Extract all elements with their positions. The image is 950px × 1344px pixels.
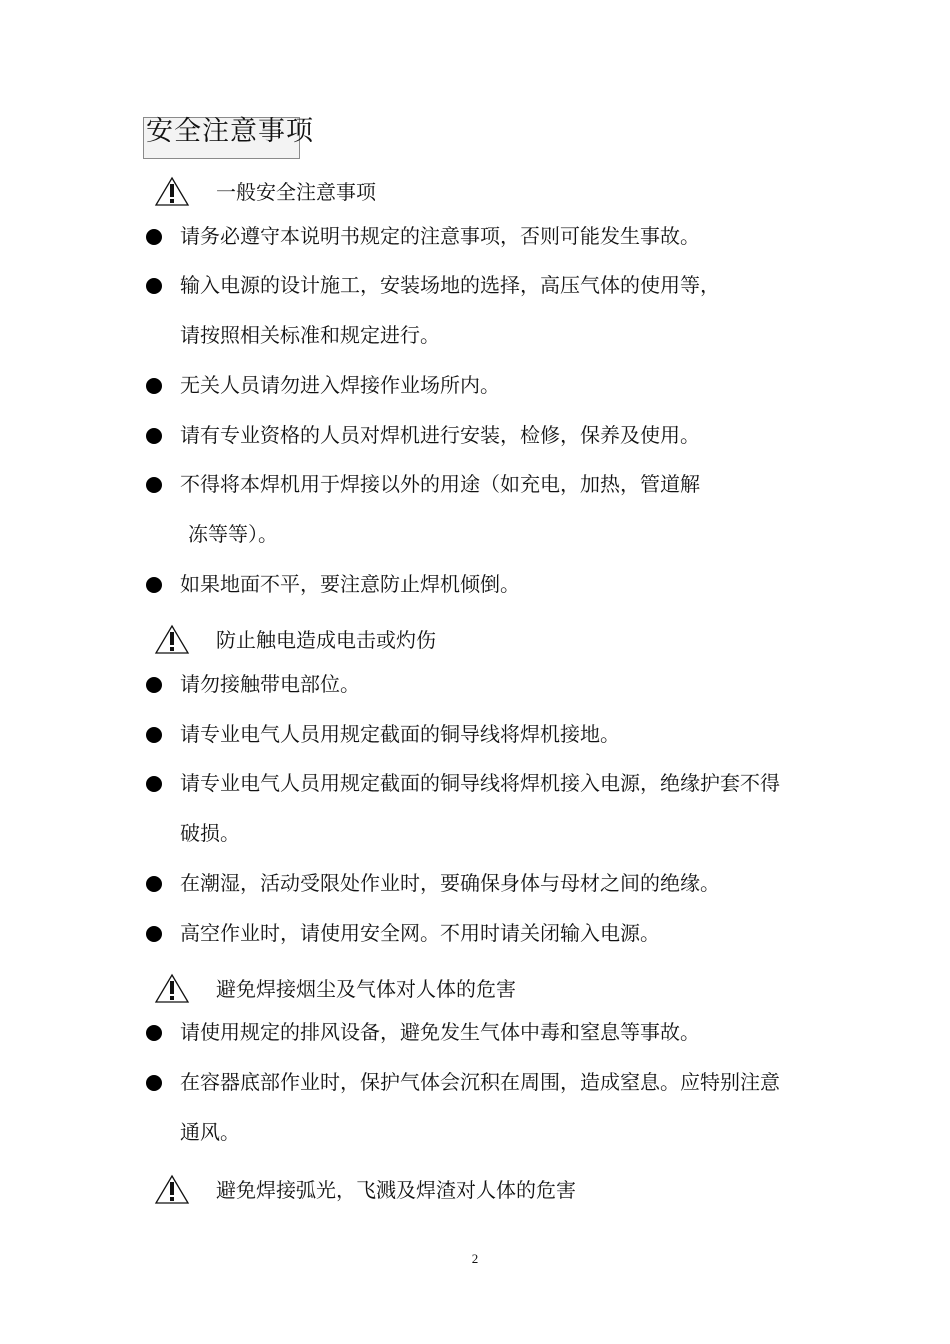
section-heading-text: 避免焊接弧光，飞溅及焊渣对人体的危害: [216, 1178, 576, 1202]
bullet-icon: [146, 1075, 162, 1091]
bullet-icon: [146, 876, 162, 892]
list-item-text-continued: 通风。: [180, 1120, 240, 1144]
list-item-text: 请使用规定的排风设备，避免发生气体中毒和窒息等事故。: [180, 1020, 700, 1044]
warning-icon: [154, 1174, 190, 1206]
section-heading-text: 避免焊接烟尘及气体对人体的危害: [216, 977, 516, 1001]
list-item-text: 请务必遵守本说明书规定的注意事项，否则可能发生事故。: [180, 224, 700, 248]
bullet-icon: [146, 677, 162, 693]
warning-icon: [154, 973, 190, 1005]
list-item-text: 高空作业时，请使用安全网。不用时请关闭输入电源。: [180, 921, 660, 945]
list-item-text: 如果地面不平，要注意防止焊机倾倒。: [180, 572, 520, 596]
warning-icon: [154, 176, 190, 208]
list-item-text-continued: 请按照相关标准和规定进行。: [180, 323, 440, 347]
bullet-icon: [146, 577, 162, 593]
section-heading-text: 一般安全注意事项: [216, 180, 376, 204]
page-number: 2: [471, 1251, 479, 1266]
list-item-text-continued: 冻等等）。: [188, 522, 278, 546]
list-item-text: 请勿接触带电部位。: [180, 672, 360, 696]
list-item-text: 输入电源的设计施工，安装场地的选择，高压气体的使用等，: [180, 273, 720, 297]
bullet-icon: [146, 477, 162, 493]
bullet-icon: [146, 229, 162, 245]
bullet-icon: [146, 776, 162, 792]
bullet-icon: [146, 1025, 162, 1041]
warning-icon: [154, 624, 190, 656]
list-item-text: 在潮湿，活动受限处作业时，要确保身体与母材之间的绝缘。: [180, 871, 720, 895]
list-item-text: 无关人员请勿进入焊接作业场所内。: [180, 373, 500, 397]
section-heading-text: 防止触电造成电击或灼伤: [216, 628, 436, 652]
bullet-icon: [146, 926, 162, 942]
list-item-text: 请专业电气人员用规定截面的铜导线将焊机接地。: [180, 722, 620, 746]
list-item-text: 请专业电气人员用规定截面的铜导线将焊机接入电源，绝缘护套不得: [180, 771, 780, 795]
list-item-text: 不得将本焊机用于焊接以外的用途（如充电，加热，管道解: [180, 472, 700, 496]
list-item-text: 在容器底部作业时，保护气体会沉积在周围，造成窒息。应特别注意: [180, 1070, 780, 1094]
bullet-icon: [146, 428, 162, 444]
bullet-icon: [146, 378, 162, 394]
list-item-text-continued: 破损。: [180, 821, 240, 845]
bullet-icon: [146, 727, 162, 743]
page-title: 安全注意事项: [146, 116, 314, 147]
bullet-icon: [146, 278, 162, 294]
list-item-text: 请有专业资格的人员对焊机进行安装，检修，保养及使用。: [180, 423, 700, 447]
